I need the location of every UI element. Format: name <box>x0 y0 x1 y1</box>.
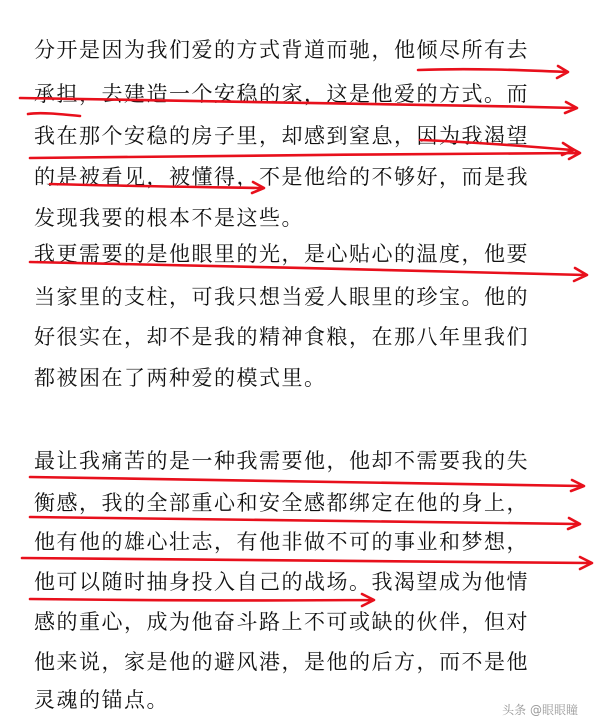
text-line: 我更需要的是他眼里的光，是心贴心的温度，他要 <box>34 242 529 266</box>
text-line: 的是被看见，被懂得，不是他给的不够好，而是我 <box>34 165 529 189</box>
text-line: 分开是因为我们爱的方式背道而驰，他倾尽所有去 <box>34 38 529 62</box>
text-line: 灵魂的锚点。 <box>34 688 169 712</box>
underline-arrow <box>418 66 568 78</box>
text-line: 我在那个安稳的房子里，却感到窒息，因为我渴望 <box>34 124 529 148</box>
watermark-footer: 头条 @眼眼瞳 <box>502 703 578 717</box>
text-line: 他可以随时抽身投入自己的战场。我渴望成为他情 <box>34 570 529 594</box>
text-line: 他来说，家是他的避风港，是他的后方，而不是他 <box>34 650 529 674</box>
text-line: 发现我要的根本不是这些。 <box>34 206 304 230</box>
text-line: 好很实在，却不是我的精神食粮，在那八年里我们 <box>34 325 529 349</box>
text-line: 当家里的支柱，可我只想当爱人眼里的珍宝。他的 <box>34 285 529 309</box>
text-line: 他有他的雄心壮志，有他非做不可的事业和梦想， <box>34 530 529 554</box>
text-line: 承担，去建造一个安稳的家，这是他爱的方式。而 <box>34 82 529 106</box>
text-line: 感的重心，成为他奋斗路上不可或缺的伙伴，但对 <box>34 610 529 634</box>
text-line: 最让我痛苦的是一种我需要他，他却不需要我的失 <box>34 449 529 473</box>
text-line: 都被困在了两种爱的模式里。 <box>34 366 327 390</box>
underline-arrow <box>28 113 80 116</box>
text-line: 衡感，我的全部重心和安全感都绑定在他的身上， <box>34 491 529 515</box>
